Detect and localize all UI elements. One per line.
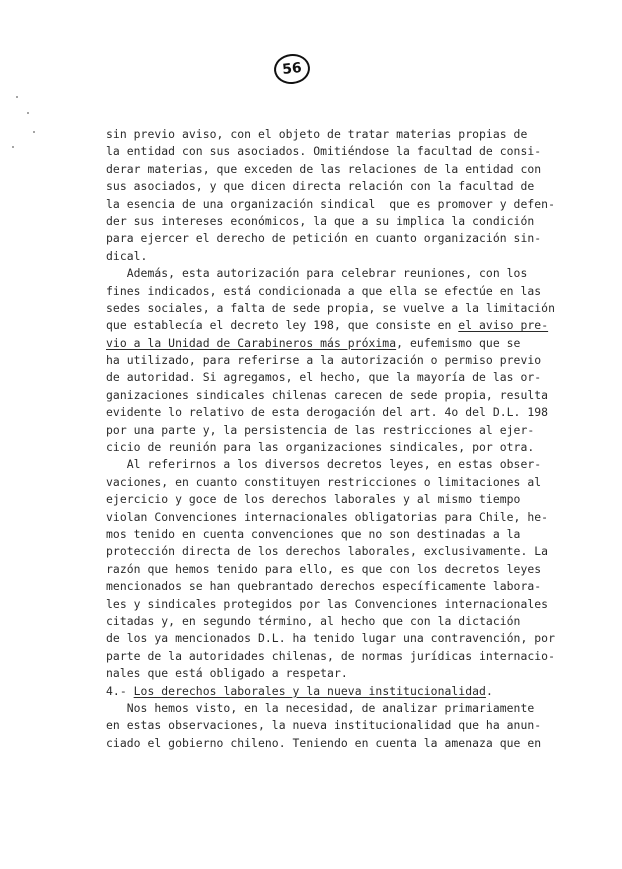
page-number: 56: [273, 52, 312, 86]
line-text: Al referirnos a los diversos decretos leyes, en estas obser-: [106, 457, 542, 472]
underlined-text: Los derechos laborales y la nueva institucionalidad: [133, 683, 486, 698]
line-text: cicio de reunión para las organizaciones sindicales, por otra.: [106, 440, 535, 455]
underlined-text: vio a la Unidad de Carabineros más próxima: [106, 335, 397, 350]
scan-speck: [33, 131, 35, 133]
line-text: nales que está obligado a respetar.: [106, 666, 348, 681]
text-line: [106, 265, 576, 282]
text-line: [106, 213, 576, 230]
text-line: [106, 317, 576, 334]
text-line: [106, 717, 576, 734]
text-line: [106, 613, 576, 630]
line-text: sedes sociales, a falta de sede propia, se vuelve a la limitación: [106, 300, 556, 315]
line-text: por una parte y, la persistencia de las restricciones al ejer-: [106, 422, 535, 437]
text-line: [106, 404, 576, 421]
text-line: [106, 248, 576, 265]
text-line: [106, 369, 576, 386]
text-line: [106, 665, 576, 682]
line-text: parte de la autoridades chilenas, de normas jurídicas internacio-: [106, 648, 556, 663]
text-line: [106, 352, 576, 369]
line-text: violan Convenciones internacionales obligatorias para Chile, he-: [106, 509, 549, 524]
text-line: [106, 683, 576, 700]
text-line: [106, 648, 576, 665]
line-text: dical.: [106, 248, 148, 263]
text-line: [106, 283, 576, 300]
text-line: [106, 596, 576, 613]
line-text: de los ya mencionados D.L. ha tenido lugar una contravención, por: [106, 631, 556, 646]
line-text: 4.-: [106, 683, 134, 698]
line-text: ejercicio y goce de los derechos laborales y al mismo tiempo: [106, 492, 521, 507]
text-line: [106, 230, 576, 247]
line-text: razón que hemos tenido para ello, es que con los decretos leyes: [106, 561, 542, 576]
line-text: ciado el gobierno chileno. Teniendo en cuenta la amenaza que en: [106, 735, 542, 750]
text-line: [106, 126, 576, 143]
text-line: [106, 543, 576, 560]
line-text: vaciones, en cuanto constituyen restricciones o limitaciones al: [106, 474, 542, 489]
line-text: de autoridad. Si agregamos, el hecho, que la mayoría de las or-: [106, 370, 542, 385]
text-line: [106, 335, 576, 352]
text-line: [106, 178, 576, 195]
line-text: que establecía el decreto ley 198, que consiste en: [106, 318, 459, 333]
text-line: [106, 578, 576, 595]
text-line: [106, 143, 576, 160]
line-text: la entidad con sus asociados. Omitiéndose la facultad de consi-: [106, 144, 542, 159]
text-line: [106, 456, 576, 473]
text-line: [106, 422, 576, 439]
underlined-text: el aviso pre-: [458, 318, 549, 333]
line-text: evidente lo relativo de esta derogación del art. 4o del D.L. 198: [106, 405, 549, 420]
text-line: [106, 526, 576, 543]
line-text: para ejercer el derecho de petición en cuanto organización sin-: [106, 231, 542, 246]
line-text: la esencia de una organización sindical que es promover y defen-: [106, 196, 556, 211]
line-text: protección directa de los derechos laborales, exclusivamente. La: [106, 544, 549, 559]
line-text: les y sindicales protegidos por las Convenciones internacionales: [106, 596, 549, 611]
body-text: [106, 126, 576, 752]
line-text: , eufemismo que se: [396, 335, 521, 350]
text-line: [106, 735, 576, 752]
line-text: Además, esta autorización para celebrar reuniones, con los: [106, 266, 528, 281]
text-line: [106, 561, 576, 578]
text-line: [106, 300, 576, 317]
line-text: mencionados se han quebrantado derechos específicamente labora-: [106, 579, 542, 594]
text-line: [106, 387, 576, 404]
line-text: ganizaciones sindicales chilenas carecen de sede propia, resulta: [106, 387, 549, 402]
scan-speck: [27, 112, 29, 114]
text-line: [106, 439, 576, 456]
line-text: Nos hemos visto, en la necesidad, de analizar primariamente: [106, 700, 535, 715]
line-text: .: [485, 683, 493, 698]
text-line: [106, 161, 576, 178]
line-text: mos tenido en cuenta convenciones que no son destinadas a la: [106, 526, 521, 541]
scan-speck: [12, 146, 14, 148]
line-text: citadas y, en segundo término, al hecho que con la dictación: [106, 613, 521, 628]
text-line: [106, 630, 576, 647]
text-line: [106, 474, 576, 491]
line-text: ha utilizado, para referirse a la autorización o permiso previo: [106, 353, 542, 368]
line-text: der sus intereses económicos, la que a su implica la condición: [106, 213, 535, 228]
line-text: sin previo aviso, con el objeto de tratar materias propias de: [106, 127, 528, 141]
line-text: en estas observaciones, la nueva institucionalidad que ha anun-: [106, 718, 542, 733]
text-line: [106, 700, 576, 717]
scan-speck: [16, 96, 18, 98]
text-line: [106, 196, 576, 213]
line-text: derar materias, que exceden de las relaciones de la entidad con: [106, 161, 542, 176]
line-text: sus asociados, y que dicen directa relación con la facultad de: [106, 179, 535, 194]
text-line: [106, 509, 576, 526]
text-line: [106, 491, 576, 508]
line-text: fines indicados, está condicionada a que ella se efectúe en las: [106, 283, 542, 298]
